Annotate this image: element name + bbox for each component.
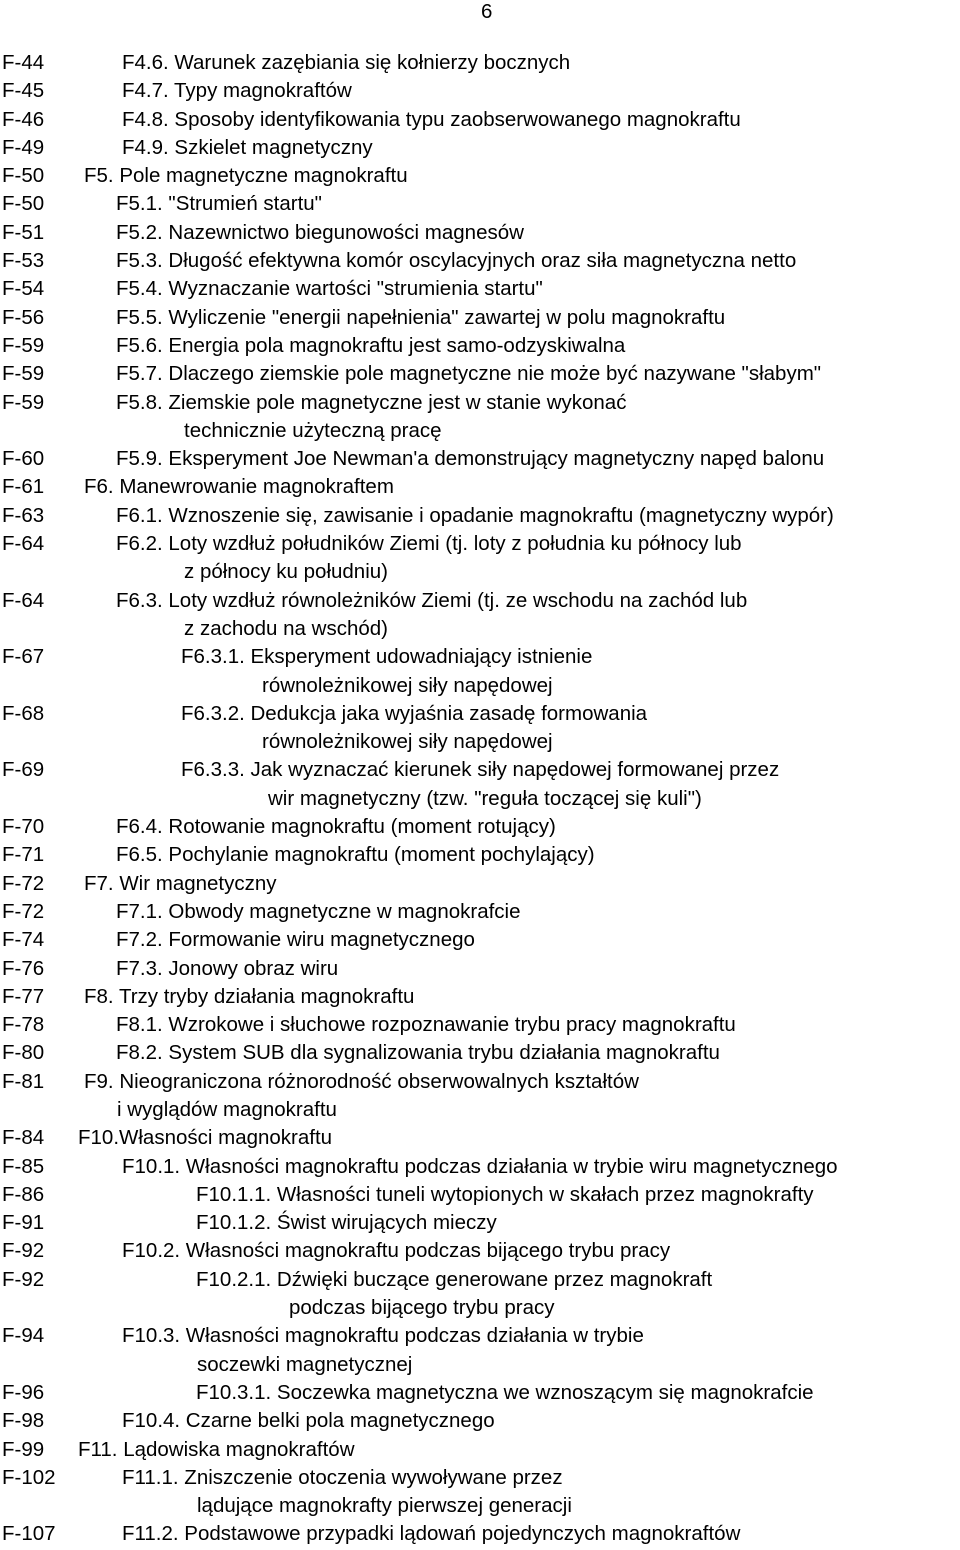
toc-title-continuation: równoleżnikowej siły napędowej: [262, 673, 553, 697]
toc-title-line: F5.8. Ziemskie pole magnetyczne jest w stanie wykonać: [116, 390, 627, 414]
toc-page-ref: F-54: [2, 277, 45, 301]
toc-entry: [0, 1153, 960, 1181]
toc-entry: [0, 304, 960, 332]
toc-page-ref: F-81: [2, 1069, 45, 1093]
toc-title: [122, 1407, 495, 1435]
toc-title-continuation: z zachodu na wschód): [184, 616, 388, 640]
toc-title-line: F6.2. Loty wzdłuż południków Ziemi (tj. loty z południa ku północy lub: [116, 532, 742, 556]
toc-title-continuation: równoleżnikowej siły napędowej: [262, 730, 553, 754]
toc-page-ref: F-50: [2, 192, 45, 216]
toc-entry: [0, 1322, 960, 1379]
toc-title: [122, 1153, 838, 1181]
toc-title-continuation: z północy ku południu): [184, 560, 388, 584]
toc-title-line: F11. Lądowiska magnokraftów: [78, 1437, 355, 1461]
toc-entry: [0, 898, 960, 926]
toc-title-line: F6. Manewrowanie magnokraftem: [84, 475, 394, 499]
toc-title: [122, 1520, 740, 1548]
toc-page-ref: F-74: [2, 928, 45, 952]
toc-entry: [0, 983, 960, 1011]
toc-page-ref: F-59: [2, 362, 45, 386]
toc-page-ref: F-56: [2, 305, 45, 329]
toc-entry: [0, 49, 960, 77]
toc-page-ref: F-102: [2, 1465, 56, 1489]
toc-title-continuation: lądujące magnokrafty pierwszej generacji: [197, 1494, 572, 1518]
toc-page-ref: F-44: [2, 51, 45, 74]
toc-title-line: F4.7. Typy magnokraftów: [122, 79, 352, 103]
toc-entry: [0, 219, 960, 247]
toc-page-ref: F-71: [2, 843, 45, 867]
toc-title: [116, 275, 543, 303]
toc-title-line: F4.8. Sposoby identyfikowania typu zaobserwowanego magnokraftu: [122, 107, 741, 131]
toc-title-line: F4.6. Warunek zazębiania się kołnierzy bocznych: [122, 51, 571, 74]
toc-page-ref: F-91: [2, 1211, 45, 1235]
toc-title: [181, 700, 647, 757]
toc-title: [116, 813, 556, 841]
toc-title-line: F10.3.1. Soczewka magnetyczna we wznoszącym się magnokrafcie: [196, 1380, 814, 1404]
toc-page-ref: F-92: [2, 1239, 45, 1263]
toc-entry: [0, 473, 960, 501]
toc-page-ref: F-76: [2, 956, 45, 980]
toc-entry: [0, 1436, 960, 1464]
toc-title-continuation: podczas bijącego trybu pracy: [289, 1296, 555, 1320]
toc-entry: [0, 360, 960, 388]
toc-title-line: F6.5. Pochylanie magnokraftu (moment pochylający): [116, 843, 595, 867]
toc-title-line: F10.Własności magnokraftu: [78, 1126, 333, 1150]
toc-title-line: F5.2. Nazewnictwo biegunowości magnesów: [116, 220, 524, 244]
toc-title: [122, 1464, 572, 1521]
toc-title: [84, 870, 277, 898]
toc-page-ref: F-80: [2, 1041, 45, 1065]
toc-title-line: F11.2. Podstawowe przypadki lądowań pojedynczych magnokraftów: [122, 1522, 741, 1546]
toc-entry: [0, 841, 960, 869]
toc-title: [196, 1379, 814, 1407]
toc-title: [122, 134, 373, 162]
toc-entry: [0, 502, 960, 530]
toc-title-line: F5.1. "Strumień startu": [116, 192, 322, 216]
toc-page-ref: F-46: [2, 107, 45, 131]
toc-title-line: F6.4. Rotowanie magnokraftu (moment rotujący): [116, 815, 556, 839]
toc-page-ref: F-61: [2, 475, 45, 499]
toc-title: [116, 389, 626, 446]
page-number: 6: [481, 0, 493, 23]
toc-title-line: F10.1. Własności magnokraftu podczas działania w trybie wiru magnetycznego: [122, 1154, 838, 1178]
toc-title: [116, 219, 524, 247]
toc-title: [122, 77, 352, 105]
toc-title: [78, 1124, 332, 1152]
toc-title-line: F7.3. Jonowy obraz wiru: [116, 956, 339, 980]
toc-title-line: F8. Trzy tryby działania magnokraftu: [84, 984, 415, 1008]
toc-page-ref: F-98: [2, 1409, 45, 1433]
toc-entry: [0, 530, 960, 587]
toc-page-ref: F-85: [2, 1154, 45, 1178]
toc-page-ref: F-64: [2, 532, 45, 556]
toc-title-line: F9. Nieograniczona różnorodność obserwowalnych kształtów: [84, 1069, 639, 1093]
toc-title: [116, 587, 747, 644]
toc-title: [116, 360, 821, 388]
toc-title-line: F6.3. Loty wzdłuż równoleżników Ziemi (tj. ze wschodu na zachód lub: [116, 588, 748, 612]
toc-page-ref: F-53: [2, 249, 45, 273]
toc-title: [84, 473, 394, 501]
toc-title-line: F6.3.3. Jak wyznaczać kierunek siły napędowej formowanej przez: [181, 758, 780, 782]
toc-entry: [0, 1181, 960, 1209]
toc-title-line: F8.2. System SUB dla sygnalizowania trybu działania magnokraftu: [116, 1041, 720, 1065]
toc-page-ref: F-78: [2, 1013, 45, 1037]
toc-title: [196, 1209, 497, 1237]
toc-title: [78, 1436, 355, 1464]
toc-entry: [0, 1039, 960, 1067]
toc-title: [196, 1266, 712, 1323]
toc-entry: [0, 756, 960, 813]
toc-title: [122, 49, 570, 77]
toc-entry: [0, 1209, 960, 1237]
toc-entry: [0, 587, 960, 644]
toc-page-ref: F-59: [2, 333, 45, 357]
toc-page-ref: F-69: [2, 758, 45, 782]
toc-page-ref: F-45: [2, 79, 45, 103]
toc-title: [116, 502, 834, 530]
toc-title-line: F10.3. Własności magnokraftu podczas działania w trybie: [122, 1324, 644, 1348]
toc-entry: [0, 870, 960, 898]
toc-title: [116, 898, 521, 926]
toc-title-line: F5.5. Wyliczenie "energii napełnienia" zawartej w polu magnokraftu: [116, 305, 726, 329]
toc-title-line: F10.4. Czarne belki pola magnetycznego: [122, 1409, 495, 1433]
toc-title: [122, 106, 741, 134]
toc-page-ref: F-72: [2, 899, 45, 923]
toc-title: [84, 162, 408, 190]
toc-title-line: F10.1.1. Własności tuneli wytopionych w skałach przez magnokrafty: [196, 1182, 814, 1206]
toc-page-ref: F-96: [2, 1380, 45, 1404]
toc-page-ref: F-63: [2, 503, 45, 527]
toc-title-line: F7.1. Obwody magnetyczne w magnokrafcie: [116, 899, 521, 923]
toc-title-line: F5. Pole magnetyczne magnokraftu: [84, 164, 408, 188]
toc-page-ref: F-49: [2, 135, 45, 159]
toc-entry: [0, 1266, 960, 1323]
toc-entry: [0, 1011, 960, 1039]
toc-entry: [0, 275, 960, 303]
toc-entry: [0, 955, 960, 983]
toc-title: [116, 530, 742, 587]
toc-title: [84, 1068, 639, 1125]
toc-page-ref: F-92: [2, 1267, 45, 1291]
toc-title: [122, 1237, 670, 1265]
toc-entry: [0, 106, 960, 134]
toc-title-line: F7. Wir magnetyczny: [84, 871, 277, 895]
toc-title-line: F5.6. Energia pola magnokraftu jest samo-odzyskiwalna: [116, 333, 626, 357]
toc-entry: [0, 1520, 960, 1548]
toc-entry: [0, 162, 960, 190]
toc-entry: [0, 445, 960, 473]
toc-entry: [0, 1124, 960, 1152]
toc-page-ref: F-70: [2, 815, 45, 839]
toc-title: [116, 190, 322, 218]
toc-page-ref: F-77: [2, 984, 45, 1008]
toc-entry: [0, 1464, 960, 1521]
toc-title: [181, 643, 592, 700]
toc-entry: [0, 389, 960, 446]
toc-title-line: F5.4. Wyznaczanie wartości "strumienia startu": [116, 277, 543, 301]
toc-title-line: F5.7. Dlaczego ziemskie pole magnetyczne nie może być nazywane "słabym": [116, 362, 822, 386]
toc-title-continuation: wir magnetyczny (tzw. "reguła toczącej się kuli"): [268, 786, 702, 810]
toc-title-continuation: soczewki magnetycznej: [197, 1352, 413, 1376]
toc-page-ref: F-67: [2, 645, 45, 669]
toc-page-ref: F-68: [2, 701, 45, 725]
toc-title-continuation: i wyglądów magnokraftu: [117, 1097, 337, 1121]
toc-title-line: F10.1.2. Świst wirujących mieczy: [196, 1211, 497, 1235]
toc-title-line: F10.2. Własności magnokraftu podczas bijącego trybu pracy: [122, 1239, 671, 1263]
toc-title: [116, 332, 625, 360]
toc-title: [116, 304, 725, 332]
toc-title-line: F10.2.1. Dźwięki buczące generowane przez magnokraft: [196, 1267, 713, 1291]
toc-page-ref: F-84: [2, 1126, 45, 1150]
toc-entry: [0, 700, 960, 757]
toc-entry: [0, 134, 960, 162]
toc-title-line: F6.3.1. Eksperyment udowadniający istnienie: [181, 645, 593, 669]
toc-page-ref: F-60: [2, 447, 45, 471]
toc-entry: [0, 1068, 960, 1125]
toc-page-ref: F-51: [2, 220, 45, 244]
toc-entry: [0, 1237, 960, 1265]
toc-page-ref: F-86: [2, 1182, 45, 1206]
toc-title-continuation: technicznie użyteczną pracę: [184, 418, 442, 442]
toc-entry: [0, 926, 960, 954]
toc-title: [116, 955, 338, 983]
toc-page-ref: F-50: [2, 164, 45, 188]
toc-title: [116, 1039, 720, 1067]
toc-title-line: F5.3. Długość efektywna komór oscylacyjnych oraz siła magnetyczna netto: [116, 249, 797, 273]
toc-entry: [0, 77, 960, 105]
toc-title-line: F11.1. Zniszczenie otoczenia wywoływane przez: [122, 1465, 563, 1489]
toc-title-line: F6.1. Wznoszenie się, zawisanie i opadanie magnokraftu (magnetyczny wypór): [116, 503, 834, 527]
toc-entry: [0, 643, 960, 700]
toc-title: [116, 445, 824, 473]
toc-title: [116, 247, 796, 275]
toc-title: [116, 926, 475, 954]
toc-page-ref: F-72: [2, 871, 45, 895]
toc-title: [116, 841, 595, 869]
toc-entry: [0, 190, 960, 218]
toc-entry: [0, 247, 960, 275]
toc-title-line: F6.3.2. Dedukcja jaka wyjaśnia zasadę formowania: [181, 701, 648, 725]
table-of-contents: [0, 49, 960, 1549]
toc-page-ref: F-59: [2, 390, 45, 414]
toc-entry: [0, 1407, 960, 1435]
toc-entry: [0, 1379, 960, 1407]
toc-title-line: F8.1. Wzrokowe i słuchowe rozpoznawanie trybu pracy magnokraftu: [116, 1013, 736, 1037]
toc-page-ref: F-99: [2, 1437, 45, 1461]
toc-title-line: F4.9. Szkielet magnetyczny: [122, 135, 373, 159]
toc-entry: [0, 813, 960, 841]
toc-title-line: F5.9. Eksperyment Joe Newman'a demonstrujący magnetyczny napęd balonu: [116, 447, 825, 471]
toc-title: [116, 1011, 736, 1039]
toc-page-ref: F-94: [2, 1324, 45, 1348]
toc-title-line: F7.2. Formowanie wiru magnetycznego: [116, 928, 475, 952]
toc-title: [122, 1322, 644, 1379]
toc-page-ref: F-107: [2, 1522, 56, 1546]
toc-page-ref: F-64: [2, 588, 45, 612]
toc-title: [196, 1181, 814, 1209]
toc-title: [84, 983, 414, 1011]
toc-entry: [0, 332, 960, 360]
toc-title: [181, 756, 779, 813]
